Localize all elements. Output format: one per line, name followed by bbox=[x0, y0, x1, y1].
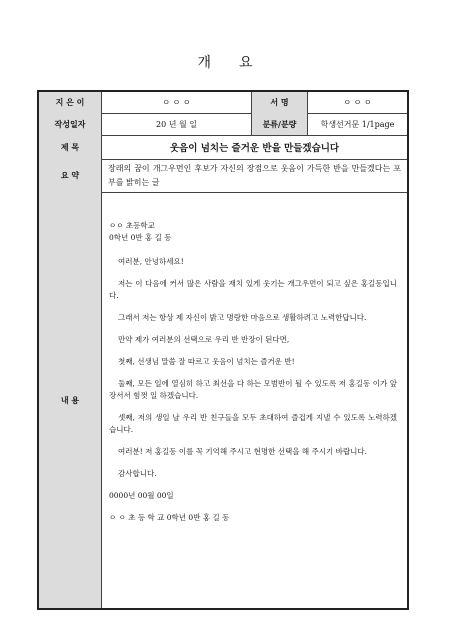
paragraph-4: 첫째, 선생님 말씀 잘 따르고 웃음이 넘치는 즐거운 반! bbox=[118, 357, 295, 366]
author-row bbox=[39, 92, 407, 114]
subject-value: 웃음이 넘치는 즐거운 반을 만들겠습니다 bbox=[101, 135, 407, 159]
date-row bbox=[39, 113, 407, 136]
paragraph-2: 그래서 저는 항상 제 자신이 밝고 명랑한 마음으로 생활하려고 노력한답니다. bbox=[118, 313, 367, 322]
date-line: 0000년 00월 00일 bbox=[109, 491, 174, 500]
category-label: 분류/분량 bbox=[251, 113, 307, 135]
author-value: ㅇ ㅇ ㅇ bbox=[101, 92, 251, 113]
greeting: 여러분, 안녕하세요! bbox=[118, 257, 184, 266]
paragraph-7: 여러분! 저 홍길동 이를 꼭 기억해 주시고 현명한 선택을 해 주시기 바랍니다. bbox=[118, 447, 367, 456]
grade-line: 0학년 0반 홍 길 동 bbox=[109, 233, 172, 242]
paragraph-3: 만약 제가 여러분의 선택으로 우리 반 반장이 된다면, bbox=[118, 335, 290, 344]
school-line: ㅇㅇ 초등학교 bbox=[109, 221, 155, 230]
summary-label: 요 약 bbox=[39, 159, 101, 192]
signature-value: ㅇ ㅇ ㅇ bbox=[307, 92, 407, 113]
paragraph-5: 둘째, 모든 일에 열심히 하고 최선을 다 하는 모범반이 될 수 있도록 저 홍길동 이가 앞장서서 힘껏 일 하겠습니다. bbox=[109, 379, 397, 400]
summary-sheet bbox=[37, 90, 409, 610]
subject-label: 제 목 bbox=[39, 135, 101, 159]
content-row bbox=[39, 192, 407, 608]
date-label: 작성일자 bbox=[39, 113, 101, 135]
page-title: 개요 bbox=[197, 55, 281, 71]
content-label: 내 용 bbox=[39, 192, 101, 608]
summary-row bbox=[39, 159, 407, 193]
author-label: 지 은 이 bbox=[39, 92, 101, 113]
signature-label: 서 명 bbox=[251, 92, 307, 113]
paragraph-6: 셋째, 저의 생일 날 우리 반 친구들을 모두 초대하여 즐겁게 지낼 수 있도록 노력하겠습니다. bbox=[109, 413, 397, 434]
thanks: 감사합니다. bbox=[118, 469, 157, 478]
content-body bbox=[101, 192, 407, 608]
date-value: 20 년 월 일 bbox=[101, 113, 251, 135]
subject-row bbox=[39, 135, 407, 160]
paragraph-1: 저는 이 다음에 커서 많은 사람을 재치 있게 웃기는 개그우먼이 되고 싶은 홍길동입니다. bbox=[109, 279, 397, 300]
footer-signature: ㅇ ㅇ 초 등 학 교 0학년 0반 홍 길 동 bbox=[109, 513, 230, 522]
category-value: 학생선거문 1/1page bbox=[307, 113, 407, 135]
summary-value: 장래의 꿈이 개그우먼인 후보가 자신의 장점으로 웃음이 가득한 반을 만들겠다는 포부를 밝히는 글 bbox=[101, 159, 407, 192]
